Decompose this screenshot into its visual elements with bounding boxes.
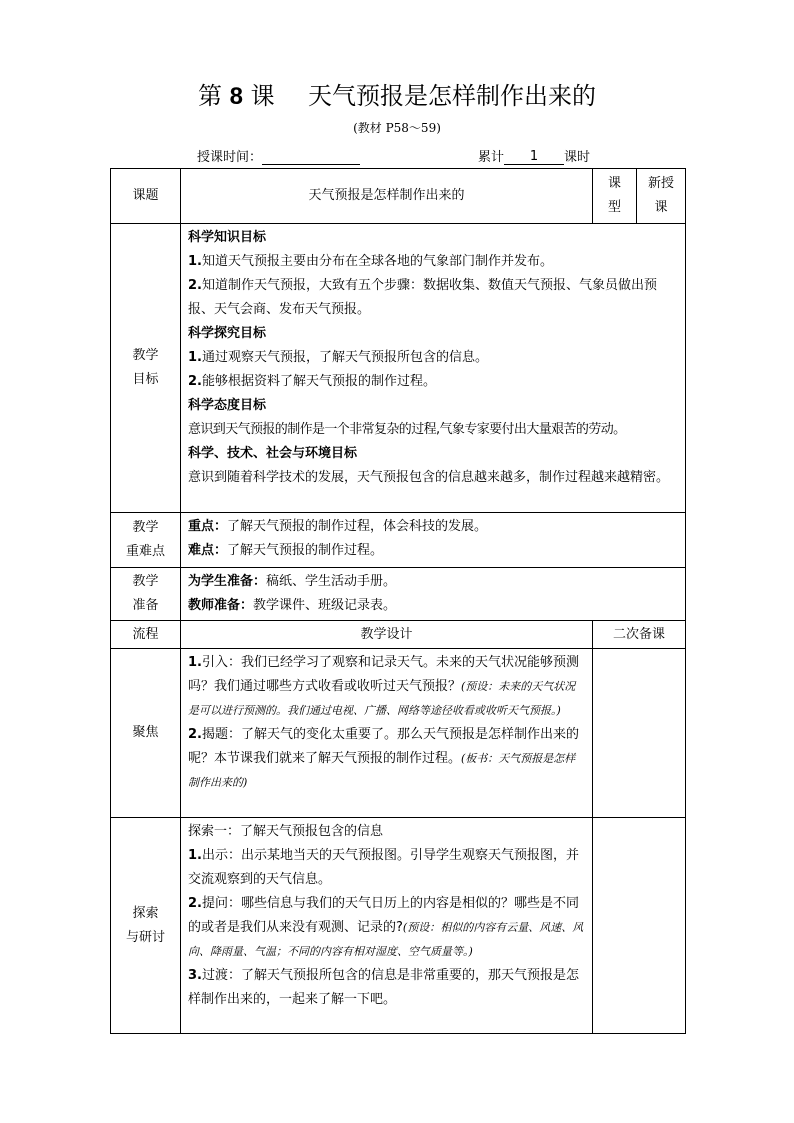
- goals-content: [181, 224, 686, 513]
- lesson-time-label: 授课时间：: [197, 150, 263, 165]
- explore-label-line1: 探索: [132, 905, 159, 921]
- explore-row: [111, 818, 686, 1034]
- explore-content: [181, 818, 593, 1034]
- goals-row: [111, 224, 686, 513]
- explore-item-2: [188, 892, 586, 964]
- type-label: [593, 169, 637, 224]
- revision-column-header: 二次备课: [593, 621, 686, 649]
- topic-value: 天气预报是怎样制作出来的: [181, 169, 593, 224]
- knowledge-goal-2: [188, 274, 679, 322]
- item-number: 1.: [188, 848, 202, 863]
- sts-goal-heading: 科学、技术、社会与环境目标: [188, 446, 358, 461]
- item-number: 1.: [188, 655, 202, 670]
- keypoints-label-line1: 教学: [132, 520, 159, 535]
- item-note: (板书：天气预报是怎样制作出来的): [188, 752, 576, 789]
- keypoints-label: [111, 513, 181, 568]
- textbook-pages: (教材 P58～59): [353, 121, 441, 135]
- goals-label-line1: 教学: [132, 348, 159, 363]
- item-text: 知道天气预报主要由分布在全球各地的气象部门制作并发布。: [201, 254, 553, 269]
- focus-item-1: [188, 651, 586, 723]
- title-prefix: 第: [198, 82, 223, 110]
- explore-label: [111, 818, 181, 1034]
- teacher-prep-label: 教师准备：: [188, 598, 254, 613]
- page-title: [0, 76, 794, 111]
- item-number: 1.: [188, 254, 202, 269]
- lesson-plan-table: [110, 168, 686, 1034]
- design-column-header: 教学设计: [181, 621, 593, 649]
- student-prep: [188, 570, 679, 594]
- type-value-line2: 课: [654, 200, 668, 215]
- focus-row: [111, 649, 686, 818]
- prep-label-line2: 准备: [132, 598, 159, 613]
- type-value-line1: 新授: [648, 176, 675, 191]
- keypoints-label-line2: 重难点: [125, 544, 165, 559]
- lesson-number: 8: [229, 83, 244, 110]
- lesson-time: [197, 146, 360, 165]
- lesson-title: 天气预报是怎样制作出来的: [307, 82, 596, 110]
- item-text: 出示：出示某地当天的天气预报图。引导学生观察天气预报图，并交流观察到的天气信息。: [188, 848, 579, 887]
- focus-revision-cell: [593, 649, 686, 818]
- inquiry-goal-2: [188, 370, 679, 394]
- item-note: (预设：未来的天气状况是可以进行预测的。我们通过电视、广播、网络等途径收看或收听天气预报。): [188, 680, 576, 717]
- item-note: (预设：相似的内容有云量、风速、风向、降雨量、气温；不同的内容有相对湿度、空气质量等。): [188, 921, 584, 958]
- item-number: 1.: [188, 350, 202, 365]
- item-text: 能够根据资料了解天气预报的制作过程。: [201, 374, 436, 389]
- item-text: 通过观察天气预报，了解天气预报所包含的信息。: [201, 350, 488, 365]
- explore-revision-cell: [593, 818, 686, 1034]
- explore-label-line2: 与研讨: [125, 929, 165, 945]
- teacher-prep: [188, 594, 679, 618]
- teacher-prep-text: 教学课件、班级记录表。: [253, 598, 397, 613]
- explore-item-1: [188, 844, 586, 892]
- item-text: 提问：哪些信息与我们的天气日历上的内容是相似的？哪些是不同的或者是我们从来没有观测、记录的?: [188, 896, 579, 935]
- keypoints-row: [111, 513, 686, 568]
- attitude-goal-heading: 科学态度目标: [188, 398, 267, 413]
- focus-label: 聚焦: [111, 649, 181, 818]
- prep-content: [181, 568, 686, 621]
- prep-label: [111, 568, 181, 621]
- student-prep-text: 稿纸、学生活动手册。: [266, 574, 397, 589]
- difficult-point: [188, 539, 679, 563]
- item-number: 2.: [188, 896, 202, 911]
- knowledge-goal-1: [188, 250, 679, 274]
- attitude-goal-text: 意识到天气预报的制作是一个非常复杂的过程,气象专家要付出大量艰苦的劳动。: [188, 422, 626, 437]
- cumulative-unit: 课时: [564, 150, 591, 165]
- goals-label: [111, 224, 181, 513]
- student-prep-label: 为学生准备：: [188, 574, 267, 589]
- difficult-point-text: 了解天气预报的制作过程。: [227, 543, 384, 558]
- prep-label-line1: 教学: [132, 574, 159, 589]
- key-point: [188, 515, 679, 539]
- item-text: 知道制作天气预报，大致有五个步骤：数据收集、数值天气预报、气象员做出预报、天气会商、发布天气预报。: [188, 278, 657, 317]
- explore-item-3: [188, 964, 586, 1012]
- cumulative-value: 1: [504, 149, 564, 165]
- item-text: 引入：我们已经学习了观察和记录天气。未来的天气状况能够预测吗？我们通过哪些方式收看或收听过天气预报？: [188, 655, 579, 694]
- knowledge-goal-heading: 科学知识目标: [188, 230, 267, 245]
- topic-label: 课题: [111, 169, 181, 224]
- item-text: 过渡：了解天气预报所包含的信息是非常重要的，那天气预报是怎样制作出来的，一起来了解一下吧。: [188, 968, 579, 1007]
- key-point-label: 重点：: [188, 519, 228, 534]
- item-text: 揭题：了解天气的变化太重要了。那么天气预报是怎样制作出来的呢？本节课我们就来了解天气预报的制作过程。: [188, 727, 579, 766]
- inquiry-goal-heading: 科学探究目标: [188, 326, 267, 341]
- sts-goal-text: 意识到随着科学技术的发展，天气预报包含的信息越来越多，制作过程越来越精密。: [188, 470, 670, 485]
- keypoints-content: [181, 513, 686, 568]
- topic-row: [111, 169, 686, 224]
- item-number: 2.: [188, 727, 202, 742]
- key-point-text: 了解天气预报的制作过程，体会科技的发展。: [227, 519, 488, 534]
- inquiry-goal-1: [188, 346, 679, 370]
- item-number: 3.: [188, 968, 202, 983]
- goals-label-line2: 目标: [132, 372, 159, 387]
- flow-column-header: 流程: [111, 621, 181, 649]
- lesson-time-blank: [262, 150, 360, 165]
- type-label-line2: 型: [608, 200, 622, 215]
- focus-content: [181, 649, 593, 818]
- prep-row: [111, 568, 686, 621]
- cumulative-label: 累计: [478, 150, 505, 165]
- difficult-point-label: 难点：: [188, 543, 228, 558]
- item-number: 2.: [188, 278, 202, 293]
- focus-item-2: [188, 723, 586, 795]
- item-number: 2.: [188, 374, 202, 389]
- title-lesson-word: 课: [250, 82, 275, 110]
- explore-heading: 探索一：了解天气预报包含的信息: [188, 824, 384, 839]
- type-label-line1: 课: [608, 176, 622, 191]
- flow-header-row: [111, 621, 686, 649]
- type-value: [637, 169, 686, 224]
- cumulative-hours: [478, 146, 590, 165]
